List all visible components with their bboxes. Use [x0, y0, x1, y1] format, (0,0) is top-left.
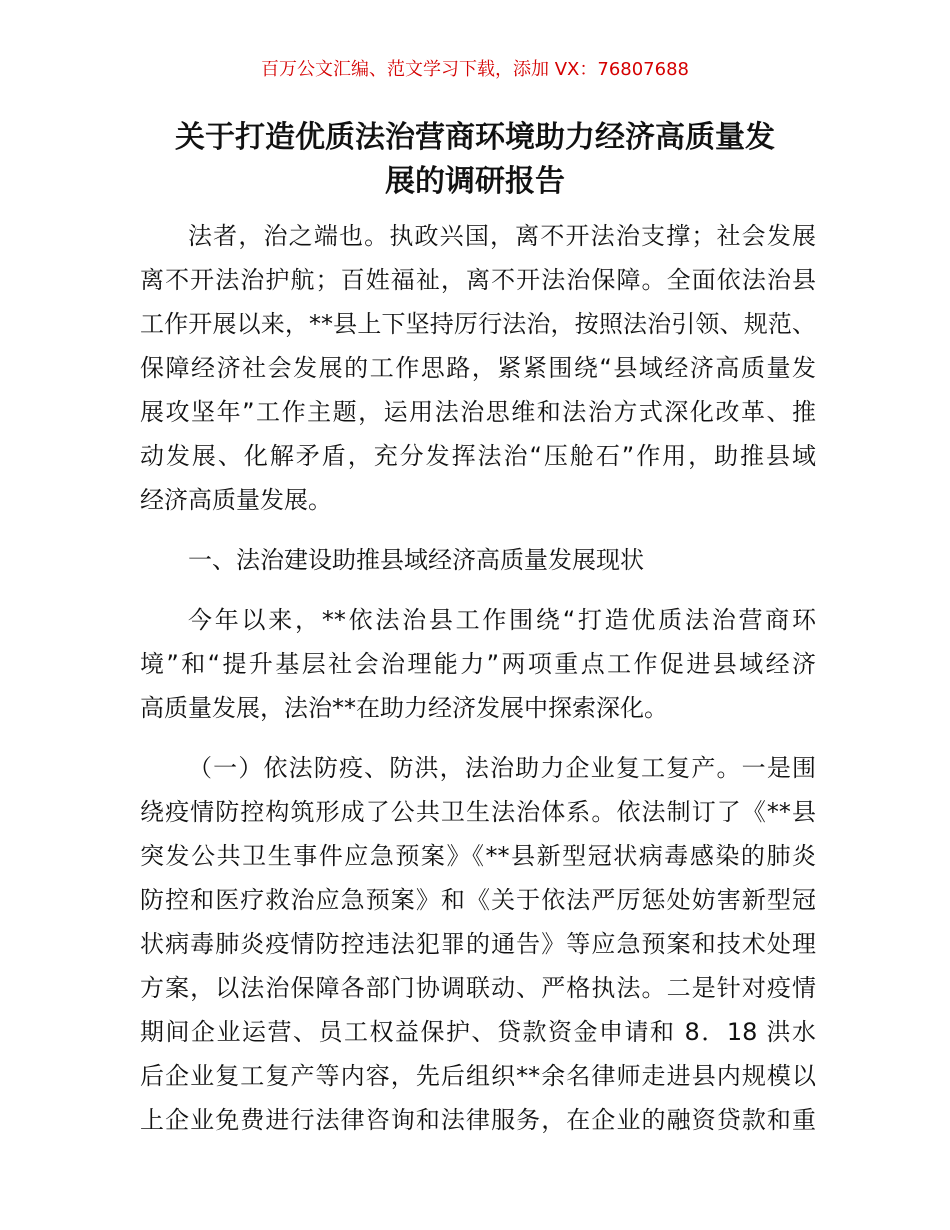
text-line: 方案，以法治保障各部门协调联动、严格执法。二是针对疫情: [140, 974, 816, 1002]
text-line: 期间企业运营、员工权益保护、贷款资金申请和 8．18 洪水: [140, 1018, 816, 1046]
text-line: 展攻坚年”工作主题，运用法治思维和法治方式深化改革、推: [140, 398, 816, 426]
paragraph-overview: [140, 598, 816, 730]
text-line: 防控和医疗救治应急预案》和《关于依法严厉惩处妨害新型冠: [140, 886, 816, 914]
section-heading-1: [140, 538, 816, 582]
text-line: 今年以来，**依法治县工作围绕“打造优质法治营商环: [188, 606, 816, 634]
document-body: [140, 214, 816, 1142]
text-line: 工作开展以来，**县上下坚持厉行法治，按照法治引领、规范、: [140, 310, 816, 338]
text-line: 保障经济社会发展的工作思路，紧紧围绕“县域经济高质量发: [140, 354, 816, 382]
text-line: 绕疫情防控构筑形成了公共卫生法治体系。依法制订了《**县: [140, 798, 816, 826]
title-line-2: 展的调研报告: [385, 164, 565, 199]
title-line-1: 关于打造优质法治营商环境助力经济高质量发: [175, 120, 775, 155]
text-line: 突发公共卫生事件应急预案》《**县新型冠状病毒感染的肺炎: [140, 842, 816, 870]
paragraph-intro: [140, 214, 816, 522]
text-line: （一）依法防疫、防洪，法治助力企业复工复产。一是围: [188, 754, 816, 782]
watermark-banner: 百万公文汇编、范文学习下载，添加 VX：76807688: [261, 59, 689, 80]
text-line: 动发展、化解矛盾，充分发挥法治“压舱石”作用，助推县域: [140, 442, 816, 470]
text-line: 高质量发展，法治**在助力经济发展中探索深化。: [140, 694, 668, 722]
heading-line: 一、法治建设助推县域经济高质量发展现状: [188, 546, 644, 574]
text-line: 状病毒肺炎疫情防控违法犯罪的通告》等应急预案和技术处理: [140, 930, 816, 958]
document-title: [120, 116, 830, 204]
text-line: 法者，治之端也。执政兴国，离不开法治支撑；社会发展: [188, 222, 816, 250]
text-line: 上企业免费进行法律咨询和法律服务，在企业的融资贷款和重: [140, 1106, 816, 1134]
text-line: 境”和“提升基层社会治理能力”两项重点工作促进县域经济: [140, 650, 816, 678]
paragraph-subsection-1: [140, 746, 816, 1142]
text-line: 离不开法治护航；百姓福祉，离不开法治保障。全面依法治县: [140, 266, 816, 294]
text-line: 后企业复工复产等内容，先后组织**余名律师走进县内规模以: [140, 1062, 816, 1090]
text-line: 经济高质量发展。: [140, 486, 332, 514]
